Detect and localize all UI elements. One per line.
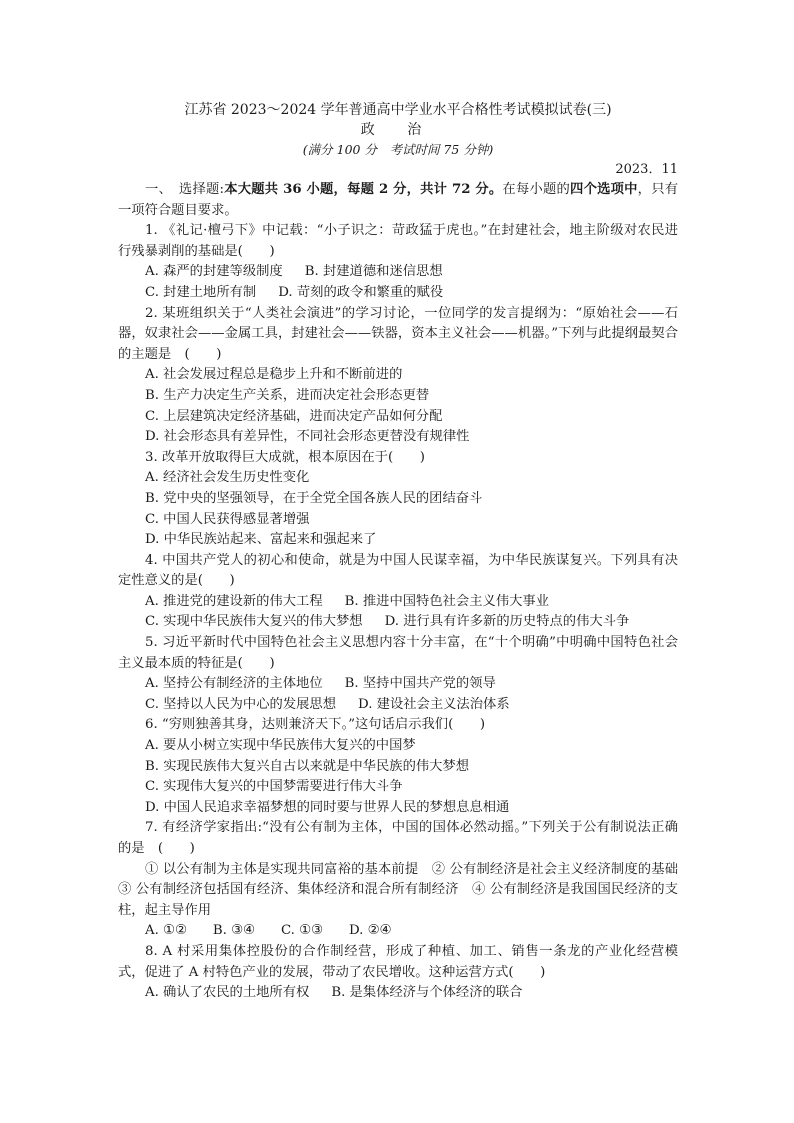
exam-content xyxy=(118,100,692,1004)
option: A. 社会发展过程总是稳步上升和不断前进的 xyxy=(145,367,403,383)
option-row xyxy=(118,262,678,283)
option: D. 进行具有许多新的历史特点的伟大斗争 xyxy=(384,614,630,630)
option: C. 实现中华民族伟大复兴的伟大梦想 xyxy=(145,614,363,630)
exam-meta: (满分 100 分 考试时间 75 分钟) xyxy=(302,142,494,157)
option-row xyxy=(118,921,678,942)
option-row xyxy=(118,592,678,613)
option: C. 上层建筑决定经济基础，进而决定产品如何分配 xyxy=(145,408,443,424)
option-row xyxy=(118,983,678,1004)
exam-subject: 政 治 xyxy=(360,122,436,138)
question-stem: 4. 中国共产党人的初心和使命，就是为中国人民谋幸福，为中华民族谋复兴。下列具有决定性意义的是( ) xyxy=(118,552,678,589)
option: A. 确认了农民的土地所有权 xyxy=(145,985,310,1001)
option: B. 推进中国特色社会主义伟大事业 xyxy=(344,593,550,609)
option: B. 生产力决定生产关系，进而决定社会形态更替 xyxy=(145,387,430,403)
option: D. 社会形态具有差异性，不同社会形态更替没有规律性 xyxy=(145,429,470,445)
option: A. 坚持公有制经济的主体地位 xyxy=(145,676,323,692)
question-stem: 3. 改革开放取得巨大成就，根本原因在于( ) xyxy=(145,449,425,465)
option: B. 是集体经济与个体经济的联合 xyxy=(331,985,523,1001)
option: A. 经济社会发生历史性变化 xyxy=(145,470,310,486)
question-stem: 7. 有经济学家指出:“没有公有制为主体，中国的国体必然动摇。”下列关于公有制说法正确的是 ( ) xyxy=(118,820,678,856)
option: D. 中华民族站起来、富起来和强起来了 xyxy=(145,532,377,548)
question-stem: 1. 《礼记·檀弓下》中记载：“小子识之：苛政猛于虎也。”在封建社会，地主阶级对农民进行残暴剥削的基础是( ) xyxy=(118,223,678,259)
option: C. 封建土地所有制 xyxy=(145,284,257,300)
option: C. ①③ xyxy=(280,923,323,939)
option: A. 要从小树立实现中华民族伟大复兴的中国梦 xyxy=(145,738,416,754)
question-stem: 5. 习近平新时代中国特色社会主义思想内容十分丰富，在“十个明确”中明确中国特色社会主义最本质的特征是( ) xyxy=(118,635,678,671)
option: A. ①② xyxy=(145,923,187,939)
option: D. 苛刻的政令和繁重的赋役 xyxy=(278,284,444,300)
option: A. 森严的封建等级制度 xyxy=(145,264,283,280)
option: B. 党中央的坚强领导，在于全党全国各族人民的团结奋斗 xyxy=(145,490,483,506)
option: D. 建设社会主义法治体系 xyxy=(358,696,510,712)
option: B. 坚持中国共产党的领导 xyxy=(344,676,496,692)
option: B. ③④ xyxy=(212,923,255,939)
option: C. 中国人民获得感显著增强 xyxy=(145,511,310,527)
question-statements: ① 以公有制为主体是实现共同富裕的基本前提 ② 公有制经济是社会主义经济制度的基础 ③ 公有制经济包括国有经济、集体经济和混合所有制经济 ④ 公有制经济是我国国民经济的支柱，起主导作用 xyxy=(118,861,692,918)
question-stem: 2. 某班组织关于“人类社会演进”的学习讨论，一位同学的发言提纲为：“原始社会——石器，奴隶社会——金属工具，封建社会——铁器，资本主义社会——机器。”下列与此提纲最契合的主题是 ( ) xyxy=(118,305,678,362)
option: B. 封建道德和迷信思想 xyxy=(304,264,443,280)
option-row xyxy=(118,674,678,695)
option: D. 中国人民追求幸福梦想的同时要与世界人民的梦想息息相通 xyxy=(145,799,510,815)
section-instructions: 一、 选择题:本大题共 36 小题，每题 2 分，共计 72 分。在每小题的四个选项中，只有一项符合题目要求。 xyxy=(118,182,679,218)
question-stem: 6. “穷则独善其身，达则兼济天下。”这句话启示我们( ) xyxy=(145,717,486,733)
option: C. 坚持以人民为中心的发展思想 xyxy=(145,696,337,712)
option: D. ②④ xyxy=(348,923,392,939)
option: A. 推进党的建设新的伟大工程 xyxy=(145,593,323,609)
option: C. 实现伟大复兴的中国梦需要进行伟大斗争 xyxy=(145,779,403,795)
question-stem: 8. A 村采用集体控股份的合作制经营，形成了种植、加工、销售一条龙的产业化经营模式，促进了 A 村特色产业的发展，带动了农民增收。这种运营方式( ) xyxy=(118,943,678,980)
option-row xyxy=(118,695,678,716)
option: B. 实现民族伟大复兴自古以来就是中华民族的伟大梦想 xyxy=(145,758,470,774)
exam-title: 江苏省 2023～2024 学年普通高中学业水平合格性考试模拟试卷(三) xyxy=(184,102,612,118)
option-row xyxy=(118,283,678,304)
exam-date: 2023．11 xyxy=(615,162,678,177)
option-row xyxy=(118,612,678,633)
